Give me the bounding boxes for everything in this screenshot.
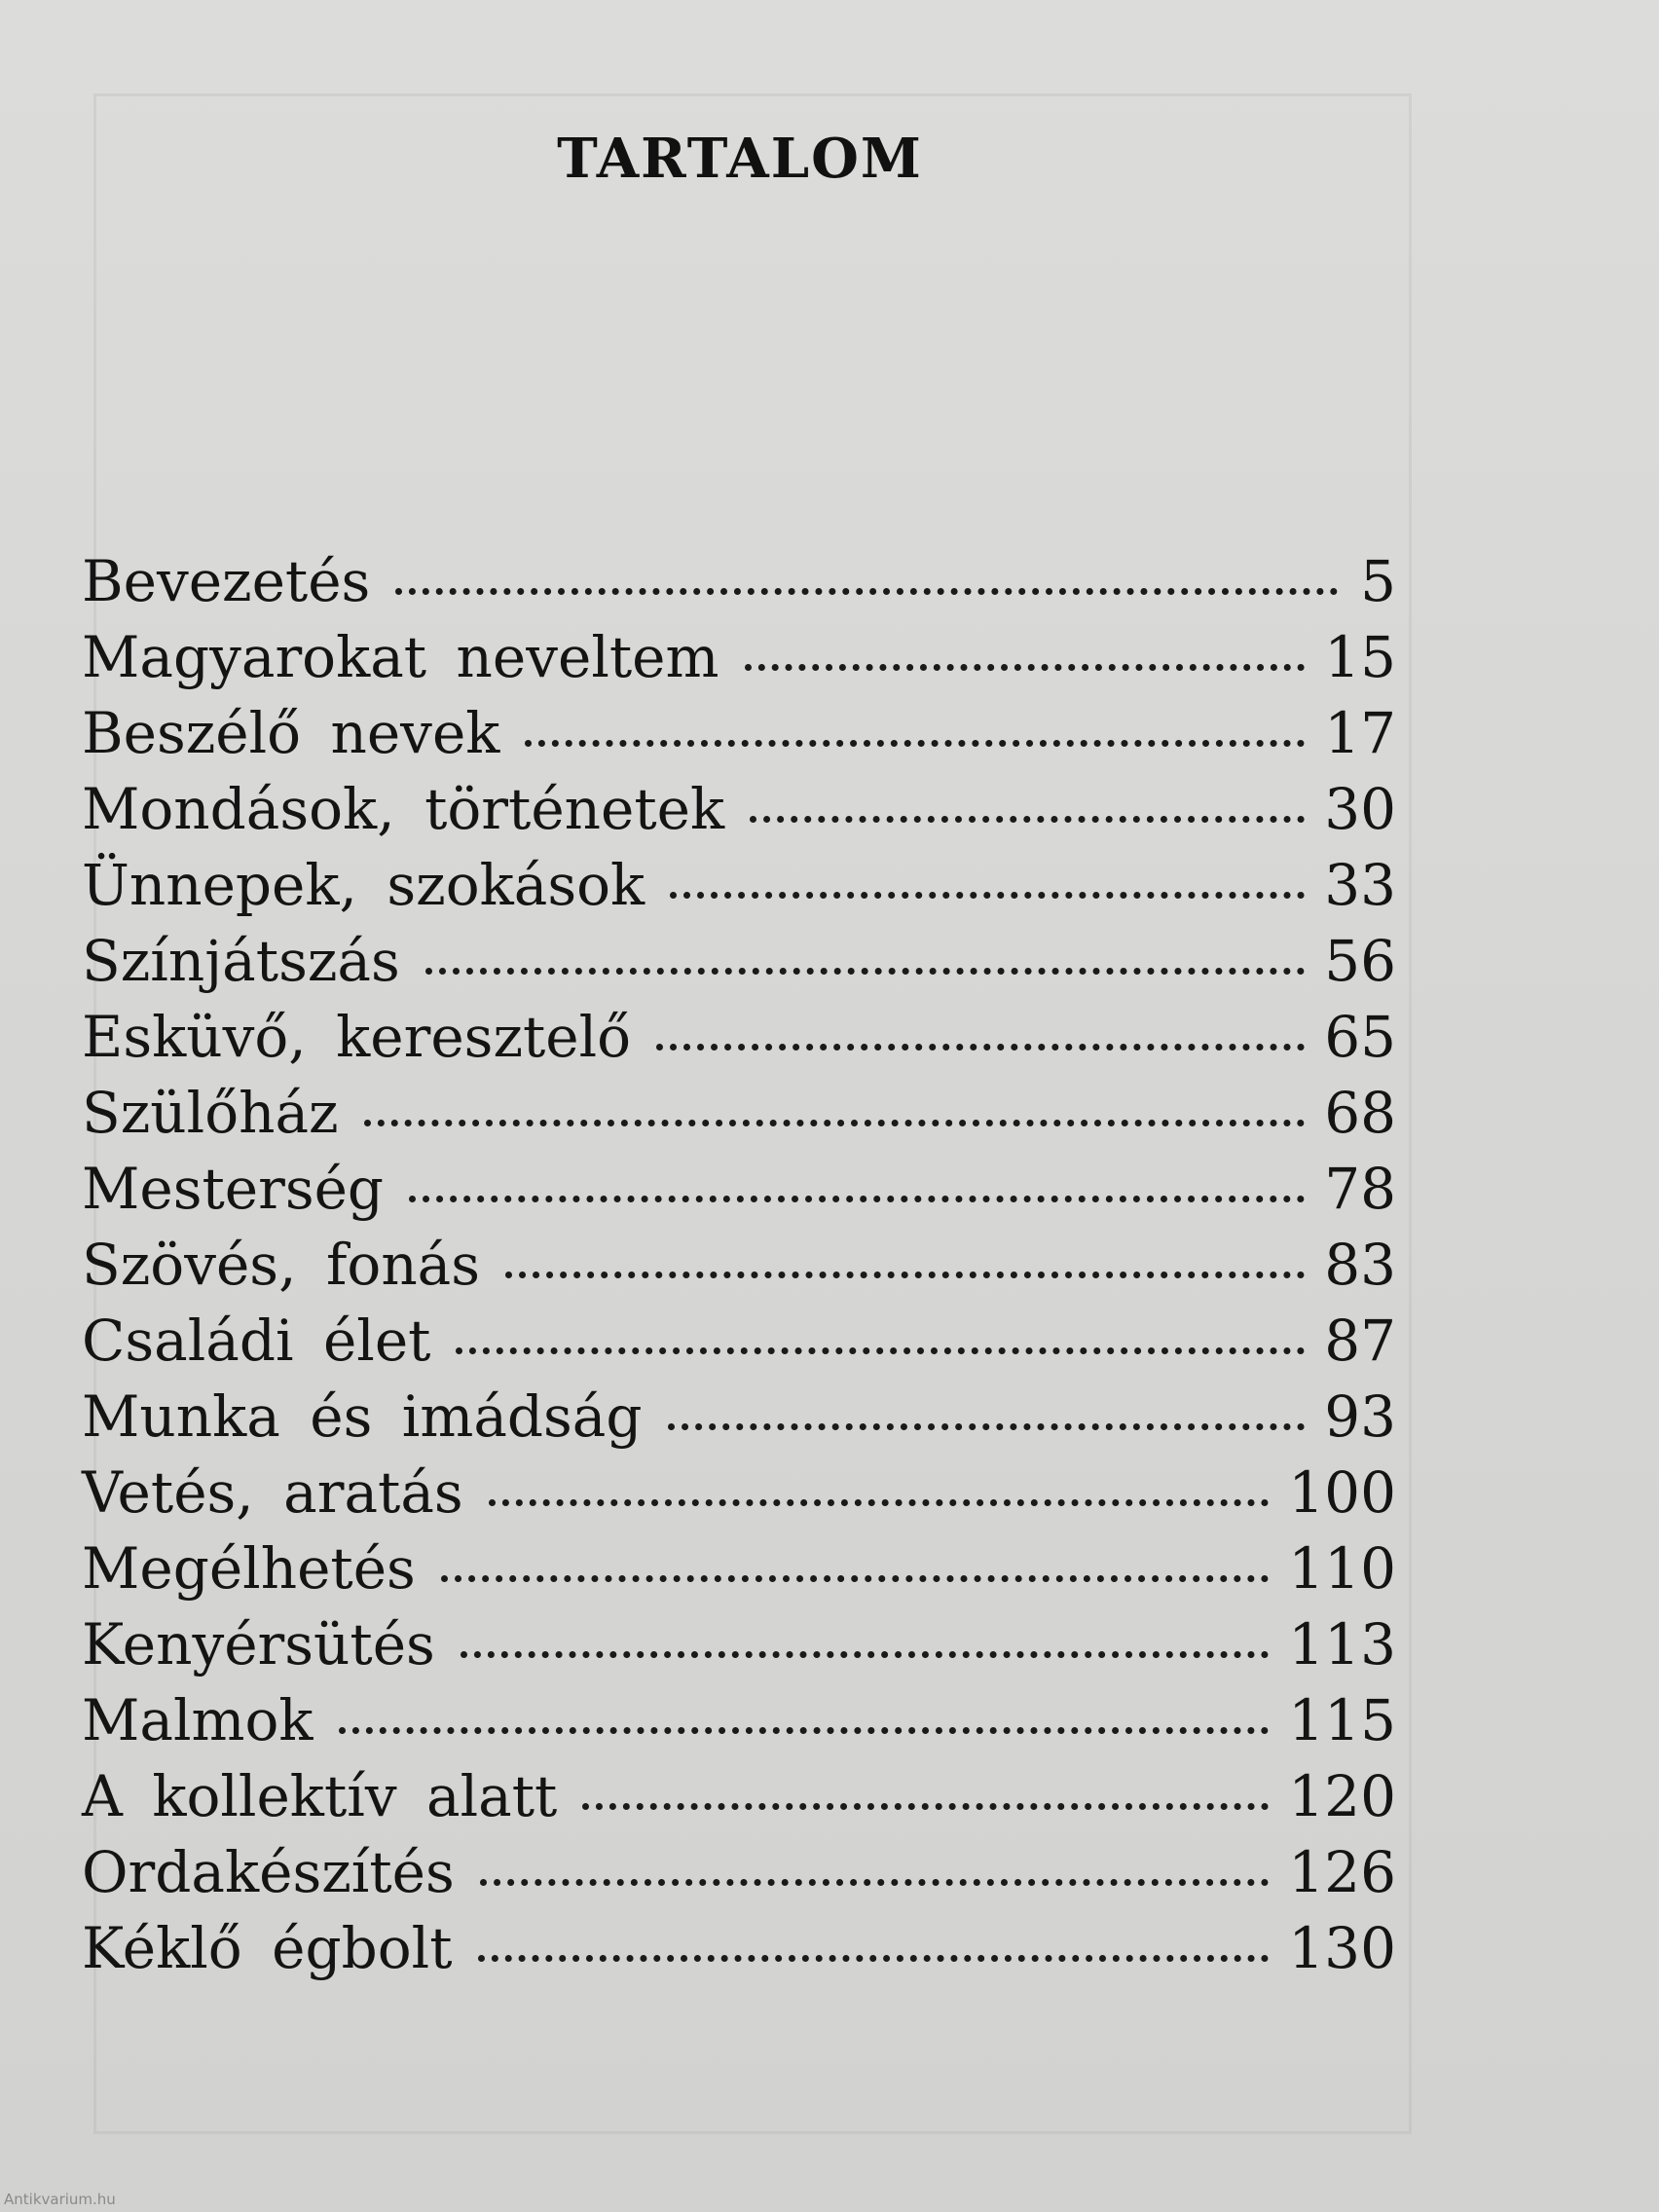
- toc-entry: [82, 619, 1396, 695]
- toc-entry-page: 115: [1288, 1687, 1396, 1753]
- toc-entry-page: 33: [1324, 852, 1396, 918]
- toc-entry-page: 65: [1324, 1004, 1396, 1070]
- toc-entry-page: 78: [1324, 1156, 1396, 1222]
- toc-entry: [82, 1075, 1396, 1151]
- toc-entry: [82, 1834, 1396, 1910]
- toc-entry: [82, 1910, 1396, 1986]
- toc-entry: [82, 1151, 1396, 1227]
- toc-entry-page: 130: [1288, 1915, 1396, 1981]
- dot-leader: [425, 968, 1305, 975]
- toc-entry-title: Mondások, történetek: [82, 776, 725, 842]
- toc-entry-title: Családi élet: [82, 1308, 431, 1374]
- dot-leader: [441, 1575, 1269, 1582]
- dot-leader: [670, 892, 1305, 899]
- toc-entry-page: 100: [1288, 1459, 1396, 1526]
- dot-leader: [478, 1955, 1270, 1962]
- toc-entry-title: Színjátszás: [82, 928, 400, 994]
- dot-leader: [456, 1347, 1305, 1354]
- toc-entry-page: 93: [1324, 1383, 1396, 1450]
- dot-leader: [339, 1727, 1270, 1734]
- dot-leader: [395, 588, 1338, 595]
- toc-entry-title: Megélhetés: [82, 1535, 416, 1602]
- toc-entry-title: Bevezetés: [82, 548, 371, 614]
- dot-leader: [745, 664, 1306, 671]
- toc-entry-page: 110: [1288, 1535, 1396, 1602]
- toc-entry-title: Esküvő, keresztelő: [82, 1004, 632, 1070]
- toc-entry: [82, 771, 1396, 847]
- toc-entry-title: Vetés, aratás: [82, 1459, 463, 1526]
- toc-entry: [82, 1379, 1396, 1455]
- toc-entry: [82, 1682, 1396, 1758]
- toc-entry-title: Ordakészítés: [82, 1839, 455, 1905]
- toc-entry-page: 126: [1288, 1839, 1396, 1905]
- toc-entry-title: Magyarokat neveltem: [82, 624, 719, 690]
- watermark: Antikvarium.hu: [4, 2191, 116, 2208]
- dot-leader: [364, 1120, 1306, 1126]
- toc-entry-page: 83: [1324, 1232, 1396, 1298]
- toc-entry: [82, 999, 1396, 1075]
- toc-entry-page: 15: [1324, 624, 1396, 690]
- toc-entry: [82, 695, 1396, 771]
- toc-entry-page: 68: [1324, 1080, 1396, 1146]
- toc-entry-page: 120: [1288, 1763, 1396, 1829]
- toc-entry-title: Szövés, fonás: [82, 1232, 481, 1298]
- dot-leader: [489, 1499, 1270, 1506]
- dot-leader: [525, 740, 1305, 747]
- toc-entry: [82, 1303, 1396, 1379]
- toc-entry-page: 87: [1324, 1308, 1396, 1374]
- toc-entry: [82, 923, 1396, 999]
- dot-leader: [656, 1044, 1305, 1051]
- toc-entry-title: Kéklő égbolt: [82, 1915, 453, 1981]
- toc-entry-title: Mesterség: [82, 1156, 385, 1222]
- toc-entry: [82, 1758, 1396, 1834]
- table-of-contents: [82, 543, 1396, 1986]
- page-title: TARTALOM: [557, 126, 923, 191]
- toc-entry: [82, 1606, 1396, 1682]
- dot-leader: [582, 1803, 1269, 1810]
- toc-entry-title: Munka és imádság: [82, 1383, 643, 1450]
- toc-entry-page: 5: [1360, 548, 1396, 614]
- toc-entry: [82, 543, 1396, 619]
- toc-entry-page: 113: [1288, 1611, 1396, 1677]
- toc-entry-title: Kenyérsütés: [82, 1611, 435, 1677]
- toc-entry-page: 17: [1324, 700, 1396, 766]
- toc-entry: [82, 1227, 1396, 1303]
- toc-entry-title: Malmok: [82, 1687, 313, 1753]
- toc-entry-title: Szülőház: [82, 1080, 339, 1146]
- dot-leader: [668, 1423, 1306, 1430]
- dot-leader: [505, 1272, 1305, 1278]
- dot-leader: [409, 1196, 1305, 1202]
- dot-leader: [480, 1879, 1270, 1886]
- toc-entry-title: A kollektív alatt: [82, 1763, 558, 1829]
- toc-entry: [82, 1530, 1396, 1606]
- toc-entry-title: Beszélő nevek: [82, 700, 500, 766]
- toc-entry-title: Ünnepek, szokások: [82, 852, 645, 918]
- dot-leader: [750, 816, 1305, 823]
- toc-entry: [82, 1455, 1396, 1530]
- toc-entry: [82, 847, 1396, 923]
- dot-leader: [461, 1651, 1269, 1658]
- toc-entry-page: 56: [1324, 928, 1396, 994]
- toc-entry-page: 30: [1324, 776, 1396, 842]
